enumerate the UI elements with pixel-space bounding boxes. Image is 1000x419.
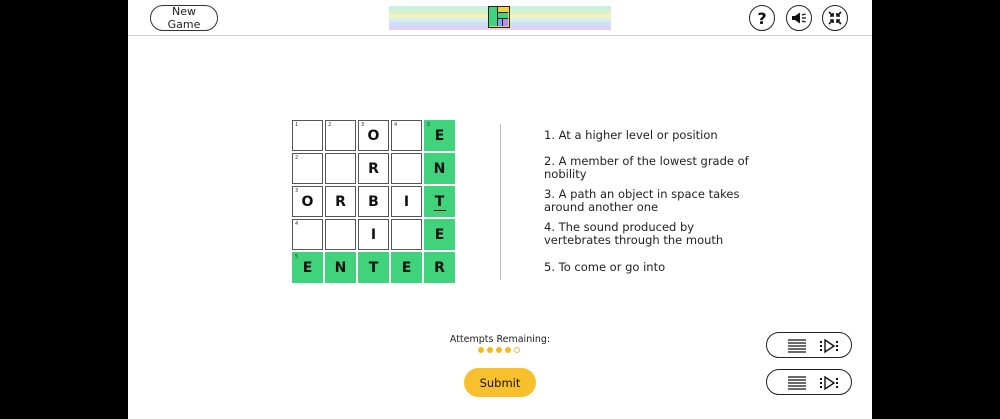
header-bar — [128, 0, 872, 36]
grid-cell[interactable] — [292, 219, 323, 250]
play-next-icon — [819, 338, 839, 354]
cell-letter: R — [335, 193, 346, 210]
list-icon — [787, 338, 807, 354]
attempt-dot — [496, 347, 502, 353]
grid-cell[interactable] — [292, 120, 323, 151]
cell-letter: R — [368, 160, 379, 177]
clue-view-toggle-bottom[interactable] — [766, 369, 852, 395]
clue-view-toggle-top[interactable] — [766, 332, 852, 358]
attempt-dot — [505, 347, 511, 353]
grid-cell[interactable] — [325, 120, 356, 151]
cell-number: 1 — [295, 122, 299, 128]
cell-letter: T — [434, 193, 445, 210]
grid-cell[interactable] — [358, 219, 389, 250]
grid-cell[interactable] — [391, 120, 422, 151]
game-app — [128, 0, 872, 419]
grid-cell[interactable] — [424, 153, 455, 184]
cell-letter: I — [403, 193, 410, 210]
divider — [500, 124, 501, 280]
grid-cell[interactable] — [424, 120, 455, 151]
grid-cell[interactable] — [358, 186, 389, 217]
list-icon — [787, 375, 807, 391]
clue-4: 4. The sound produced by vertebrates through the mouth — [544, 220, 724, 247]
attempt-dot — [514, 347, 520, 353]
attempts-label: Attempts Remaining: — [449, 334, 551, 345]
cell-letter: R — [434, 259, 445, 276]
shrink-icon — [828, 11, 842, 25]
grid-cell[interactable] — [391, 153, 422, 184]
submit-button[interactable]: Submit — [464, 368, 536, 397]
grid-cell[interactable] — [325, 186, 356, 217]
cell-letter: E — [401, 259, 412, 276]
cell-letter: N — [433, 160, 446, 177]
cell-number: 2 — [328, 122, 332, 128]
grid-cell[interactable] — [424, 219, 455, 250]
new-game-button[interactable]: New Game — [150, 5, 218, 31]
cell-number: 3 — [361, 122, 365, 128]
grid-cell[interactable] — [391, 252, 422, 283]
sound-button[interactable] — [786, 5, 812, 31]
grid-cell[interactable] — [292, 153, 323, 184]
cell-letter: E — [434, 127, 445, 144]
grid-cell[interactable] — [391, 186, 422, 217]
cell-letter: N — [334, 259, 347, 276]
grid-cell[interactable] — [424, 186, 455, 217]
grid-cell[interactable] — [358, 252, 389, 283]
cell-number: 5 — [427, 122, 431, 128]
cell-letter: T — [368, 259, 379, 276]
cell-letter: O — [367, 127, 380, 144]
grid-cell[interactable] — [325, 252, 356, 283]
logo-icon — [488, 6, 510, 28]
grid-cell[interactable] — [391, 219, 422, 250]
cell-letter: B — [368, 193, 379, 210]
clue-1: 1. At a higher level or position — [544, 128, 718, 142]
play-next-icon — [819, 375, 839, 391]
grid-cell[interactable] — [358, 153, 389, 184]
cell-letter: I — [370, 226, 377, 243]
cell-number: 4 — [295, 221, 299, 227]
cell-letter: E — [302, 259, 313, 276]
help-button[interactable]: ? — [749, 5, 775, 31]
clue-3: 3. A path an object in space takes around another one — [544, 187, 740, 214]
grid-cell[interactable] — [358, 120, 389, 151]
speaker-icon — [791, 12, 807, 24]
grid-cell[interactable] — [325, 153, 356, 184]
grid-cell[interactable] — [325, 219, 356, 250]
exit-fullscreen-button[interactable] — [822, 5, 848, 31]
clue-5: 5. To come or go into — [544, 260, 666, 274]
cell-letter: E — [434, 226, 445, 243]
attempt-dot — [487, 347, 493, 353]
grid-cell[interactable] — [424, 252, 455, 283]
cell-number: 2 — [295, 155, 299, 161]
cell-number: 3 — [295, 188, 299, 194]
grid-cell[interactable] — [292, 252, 323, 283]
cursor-underline — [434, 210, 446, 211]
cell-number: 5 — [295, 254, 299, 260]
grid-cell[interactable] — [292, 186, 323, 217]
cell-letter: O — [301, 193, 314, 210]
clue-2: 2. A member of the lowest grade of nobility — [544, 154, 749, 181]
cell-number: 4 — [394, 122, 398, 128]
attempt-dot — [478, 347, 484, 353]
